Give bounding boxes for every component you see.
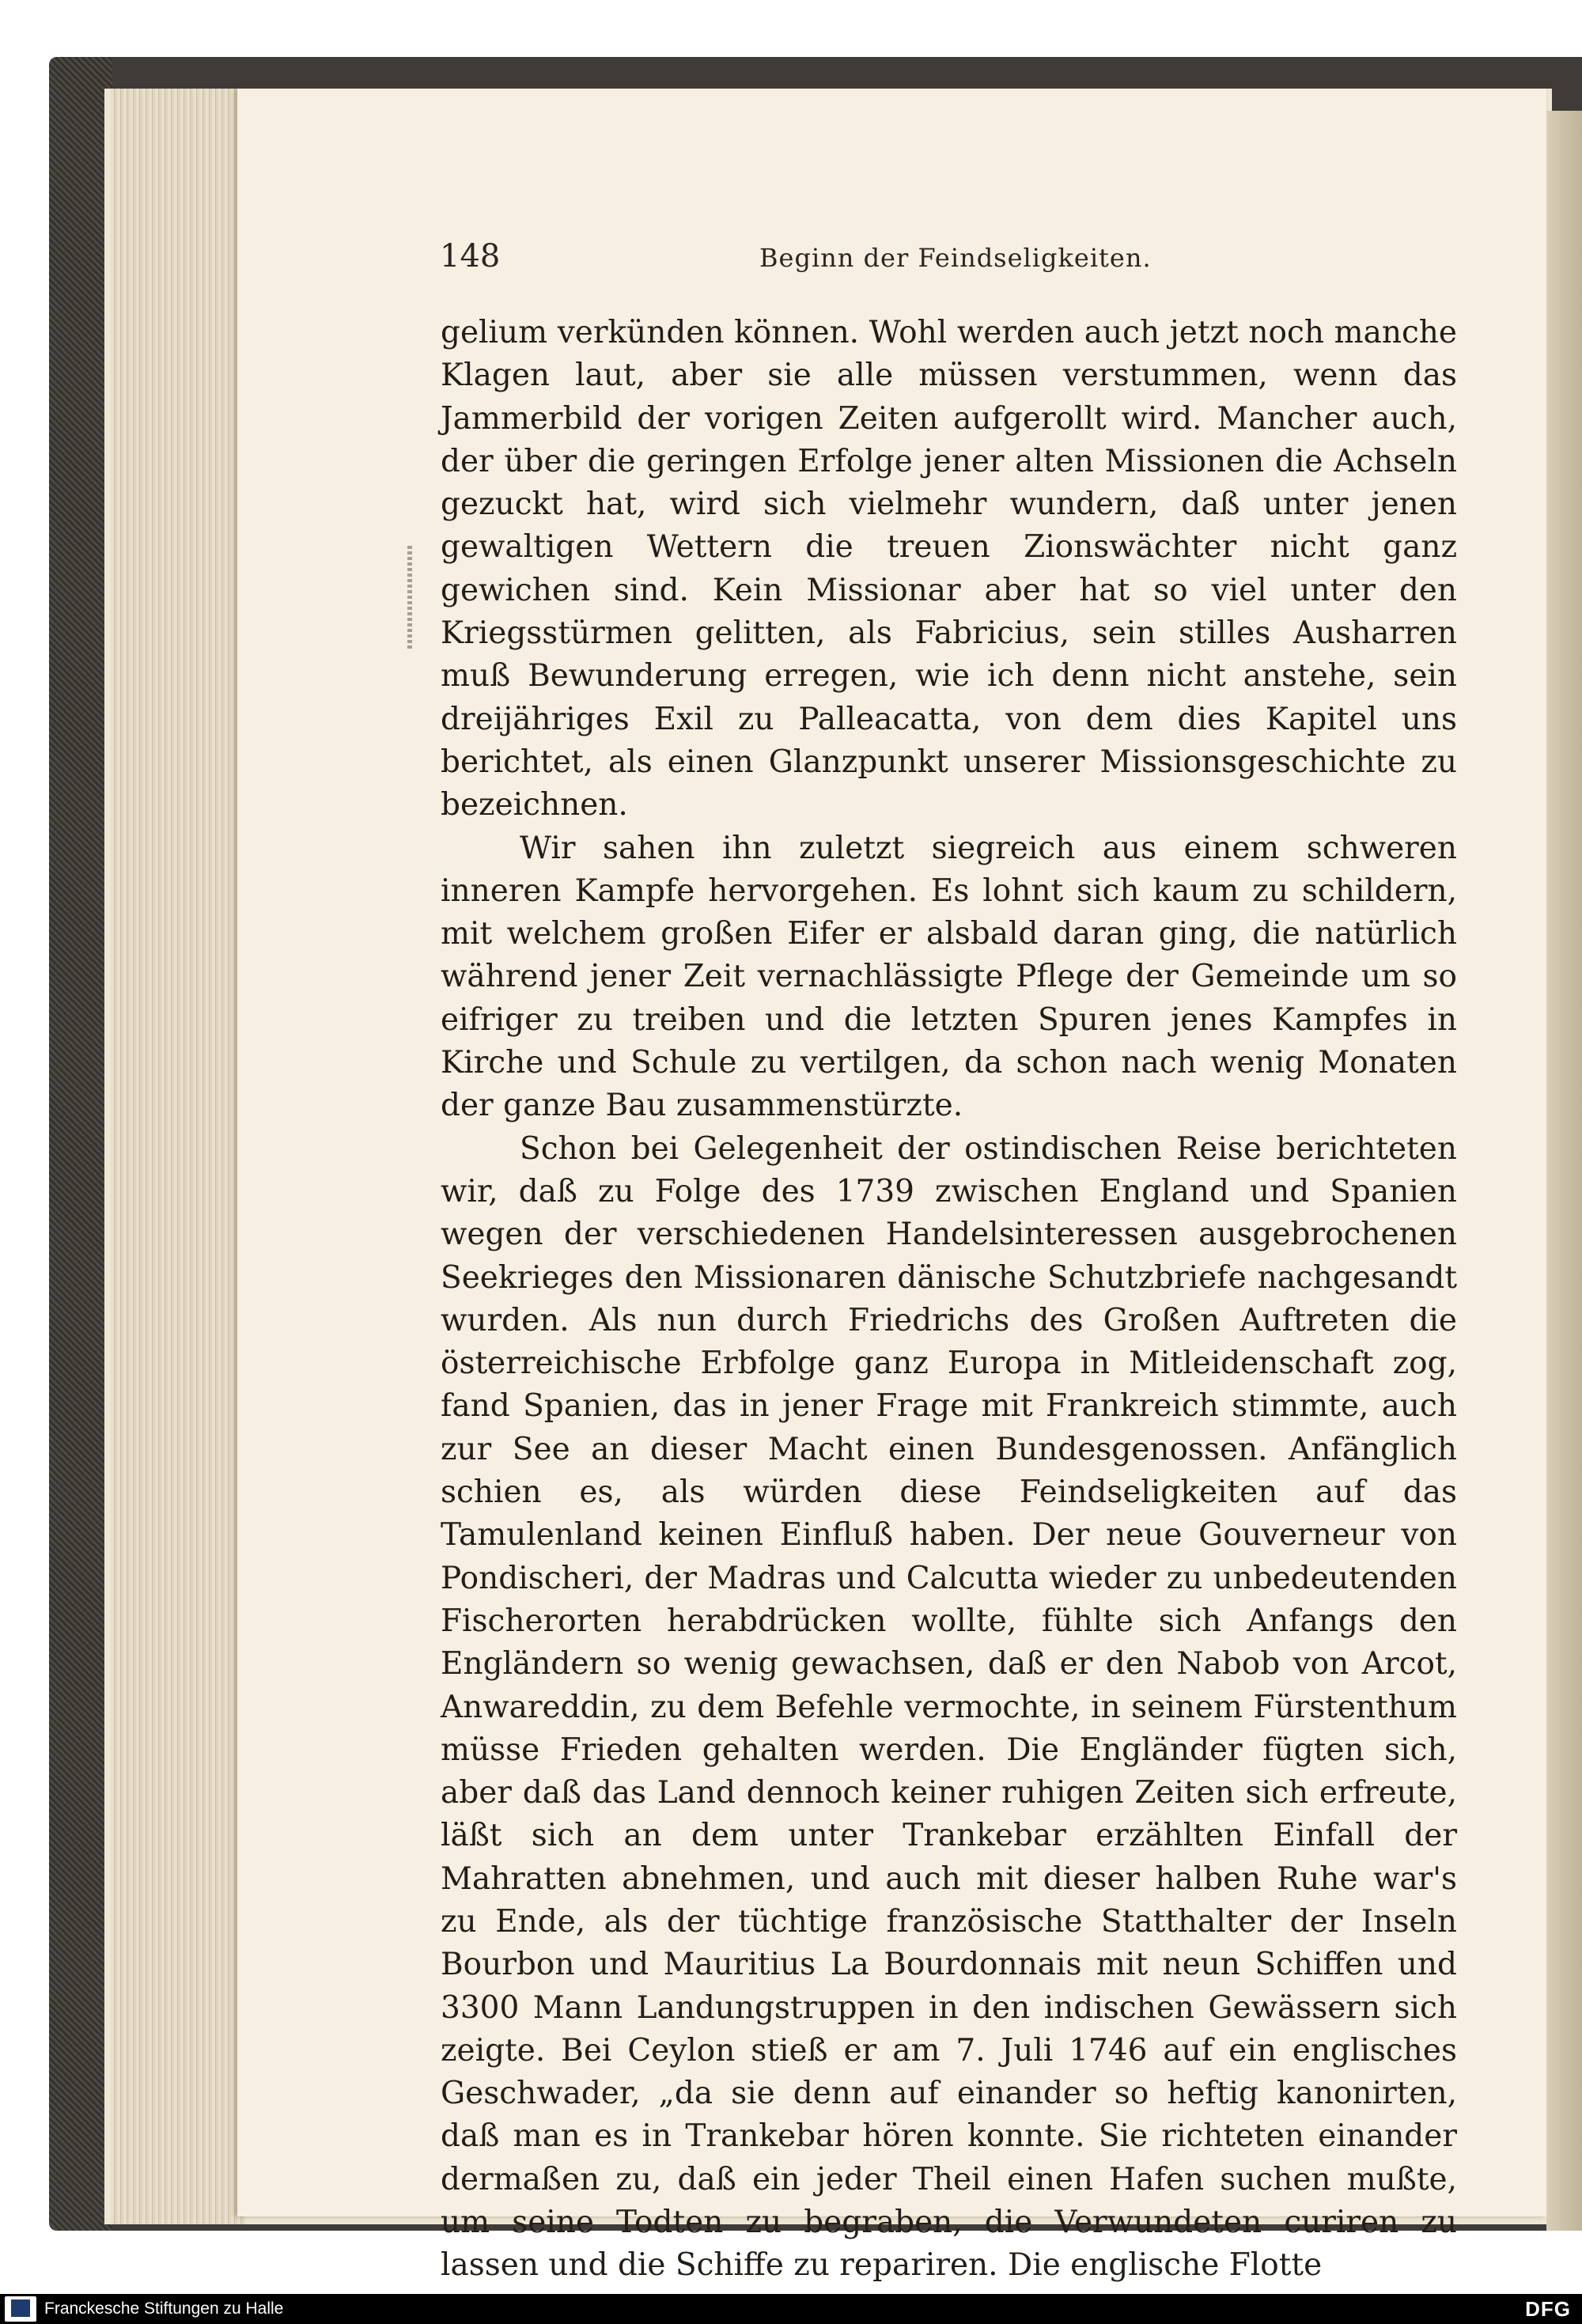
footer-institution: Franckesche Stiftungen zu Halle [44,2299,284,2318]
page-number: 148 [440,238,501,274]
running-head: Beginn der Feindseligkeiten. [759,243,1152,273]
footer-dfg-mark: DFG [1525,2297,1571,2321]
stacked-page-edges [111,89,245,2224]
body-text [441,312,1457,2288]
paragraph-1: gelium verkünden können. Wohl werden auch jetzt noch manche Klagen laut, aber sie alle müssen verstummen, wenn das Jammerbild der vorigen Zeiten aufgerollt wird. Mancher auch, der über die geringen Erfolge jener alten Missionen die Achseln gezuckt hat, wird sich vielmehr wundern, daß unter jenen gewaltigen Wettern die treuen Zionswächter nicht ganz gewichen sind. Kein Missionar aber hat so viel unter den Kriegsstürmen gelitten, als Fabricius, sein stilles Ausharren muß Bewunderung erregen, wie ich denn nicht anstehe, sein dreijähriges Exil zu Palleacatta, von dem dies Kapitel uns berichtet, als einen Glanzpunkt unserer Missionsgeschichte zu bezeichnen. [441,315,1457,823]
paragraph-3: Schon bei Gelegenheit der ostindischen Reise berichteten wir, daß zu Folge des 1739 zwischen England und Spanien wegen der verschiedenen Handelsinteressen ausgebrochenen Seekrieges den Missionaren dänische Schutzbriefe nachgesandt wurden. Als nun durch Friedrichs des Großen Auftreten die österreichische Erbfolge ganz Europa in Mitleidenschaft zog, fand Spanien, das in jener Frage mit Frankreich stimmte, auch zur See an dieser Macht einen Bundesgenossen. Anfänglich schien es, als würden diese Feindseligkeiten auf das Tamulenland keinen Einfluß haben. Der neue Gouverneur von Pondischeri, der Madras und Calcutta wieder zu unbedeutenden Fischerorten herabdrücken wollte, fühlte sich Anfangs den Engländern so wenig gewachsen, daß er den Nabob von Arcot, Anwareddin, zu dem Befehle vermochte, in seinem Fürstenthum müsse Frieden gehalten werden. Die Engländer fügten sich, aber daß das Land dennoch keiner ruhigen Zeiten sich erfreute, läßt sich an dem unter Trankebar erzählten Einfall der Mahratten abnehmen, und auch mit dieser halben Ruhe war's zu Ende, als der tüchtige französische Statthalter der Inseln Bourbon und Mauritius La Bourdonnais mit neun Schiffen und 3300 Mann Landungstruppen in den indischen Gewässern sich zeigte. Bei Ceylon stieß er am 7. Juli 1746 auf ein englisches Geschwader, „da sie denn auf einander so heftig kanonirten, daß man es in Trankebar hören konnte. Sie richteten einander dermaßen zu, daß ein jeder Theil einen Hafen suchen mußte, um seine Todten zu begraben, die Verwundeten curiren zu lassen und die Schiffe zu repariren. Die englische Flotte [441,1130,1457,2284]
book-cover-cloth [49,57,112,2231]
institution-logo-inner-icon [11,2299,30,2317]
paragraph-2: Wir sahen ihn zuletzt siegreich aus einem schweren inneren Kampfe hervorgehen. Es lohnt sich kaum zu schildern, mit welchem großen Eifer er alsbald daran ging, die natürlich während jener Zeit vernachlässigte Pflege der Gemeinde um so eifriger zu treiben und die letzten Spuren jenes Kampfes in Kirche und Schule zu vertilgen, da schon nach wenig Monaten der ganze Bau zusammenstürzte. [441,830,1457,1124]
right-page-edge [1546,111,1582,2231]
margin-mark [407,546,412,649]
